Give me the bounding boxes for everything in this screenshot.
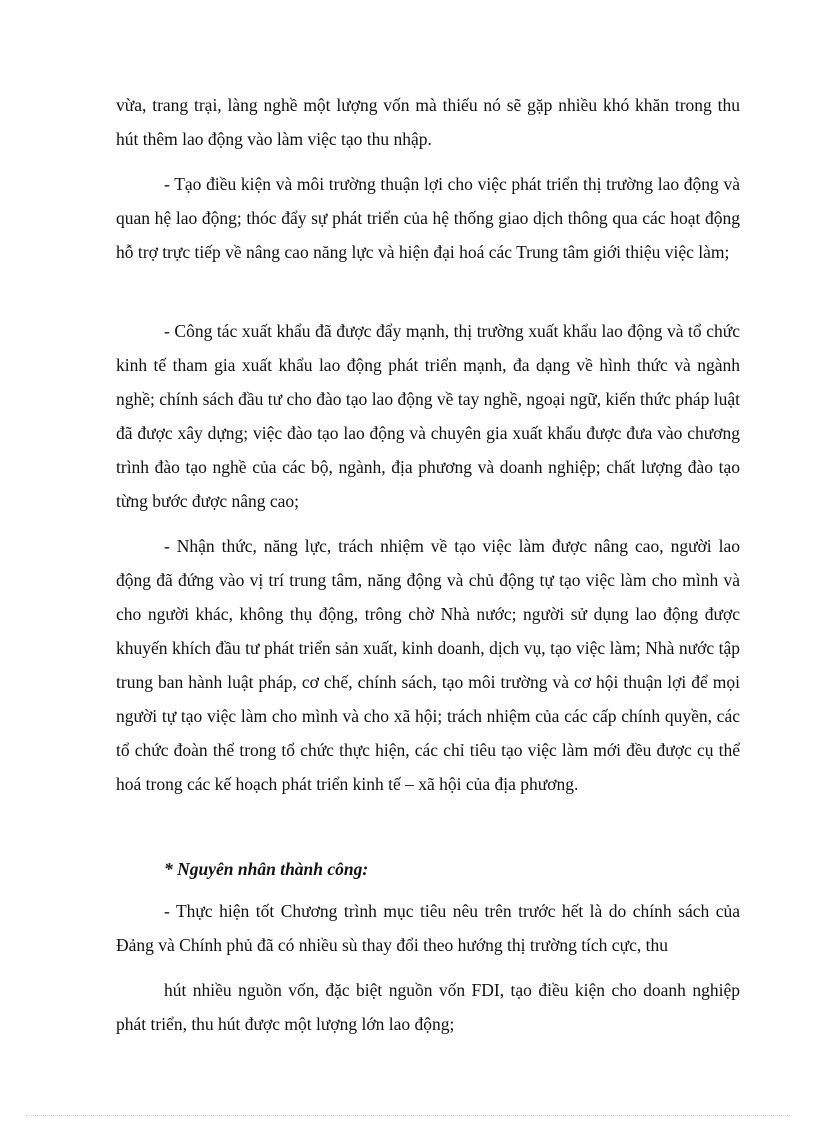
paragraph-labor-export: - Công tác xuất khẩu đã được đẩy mạnh, thị trường xuất khẩu lao động và tổ chức kinh tế tham gia xuất khẩu lao động phát triển mạnh, đa dạng về hình thức và ngành nghề; chính sách đầu tư cho đào tạo lao động về tay nghề, ngoại ngữ, kiến thức pháp luật đã được xây dựng; việc đào tạo lao động và chuyên gia xuất khẩu được đưa vào chương trình đào tạo nghề của các bộ, ngành, địa phương và doanh nghiệp; chất lượng đào tạo từng bước được nâng cao; xyxy=(116,321,740,511)
paragraph-labor-market: - Tạo điều kiện và môi trường thuận lợi cho việc phát triển thị trường lao động và quan hệ lao động; thóc đẩy sự phát triển của hệ thống giao dịch thông qua các hoạt động hỗ trợ trực tiếp về nâng cao năng lực và hiện đại hoá các Trung tâm giới thiệu việc làm; xyxy=(116,174,740,262)
paragraph-continuation: vừa, trang trại, làng nghề một lượng vốn mà thiếu nó sẽ gặp nhiều khó khăn trong thu hút thêm lao động vào làm việc tạo thu nhập. xyxy=(116,95,740,149)
paragraph-program-implementation: - Thực hiện tốt Chương trình mục tiêu nêu trên trước hết là do chính sách của Đảng và Chính phủ đã có nhiều sù thay đổi theo hướng thị trường tích cực, thu xyxy=(116,901,740,955)
page-bottom-divider xyxy=(26,1115,790,1116)
section-heading-success-causes: * Nguyên nhân thành công: xyxy=(164,859,369,879)
paragraph-awareness: - Nhận thức, năng lực, trách nhiệm về tạo việc làm được nâng cao, người lao động đã đứng vào vị trí trung tâm, năng động và chủ động tự tạo việc làm cho mình và cho người khác, không thụ động, trông chờ Nhà nước; người sử dụng lao động được khuyến khích đầu tư phát triển sản xuất, kinh doanh, dịch vụ, tạo việc làm; Nhà nước tập trung ban hành luật pháp, cơ chế, chính sách, tạo môi trường và cơ hội thuận lợi để mọi người tự tạo việc làm cho mình và cho xã hội; trách nhiệm của các cấp chính quyền, các tổ chức đoàn thể trong tổ chức thực hiện, các chỉ tiêu tạo việc làm mới đều được cụ thể hoá trong các kế hoạch phát triển kinh tế – xã hội của địa phương. xyxy=(116,536,740,794)
paragraph-fdi-attraction: hút nhiều nguồn vốn, đặc biệt nguồn vốn FDI, tạo điều kiện cho doanh nghiệp phát triển, thu hút được một lượng lớn lao động; xyxy=(116,980,740,1034)
